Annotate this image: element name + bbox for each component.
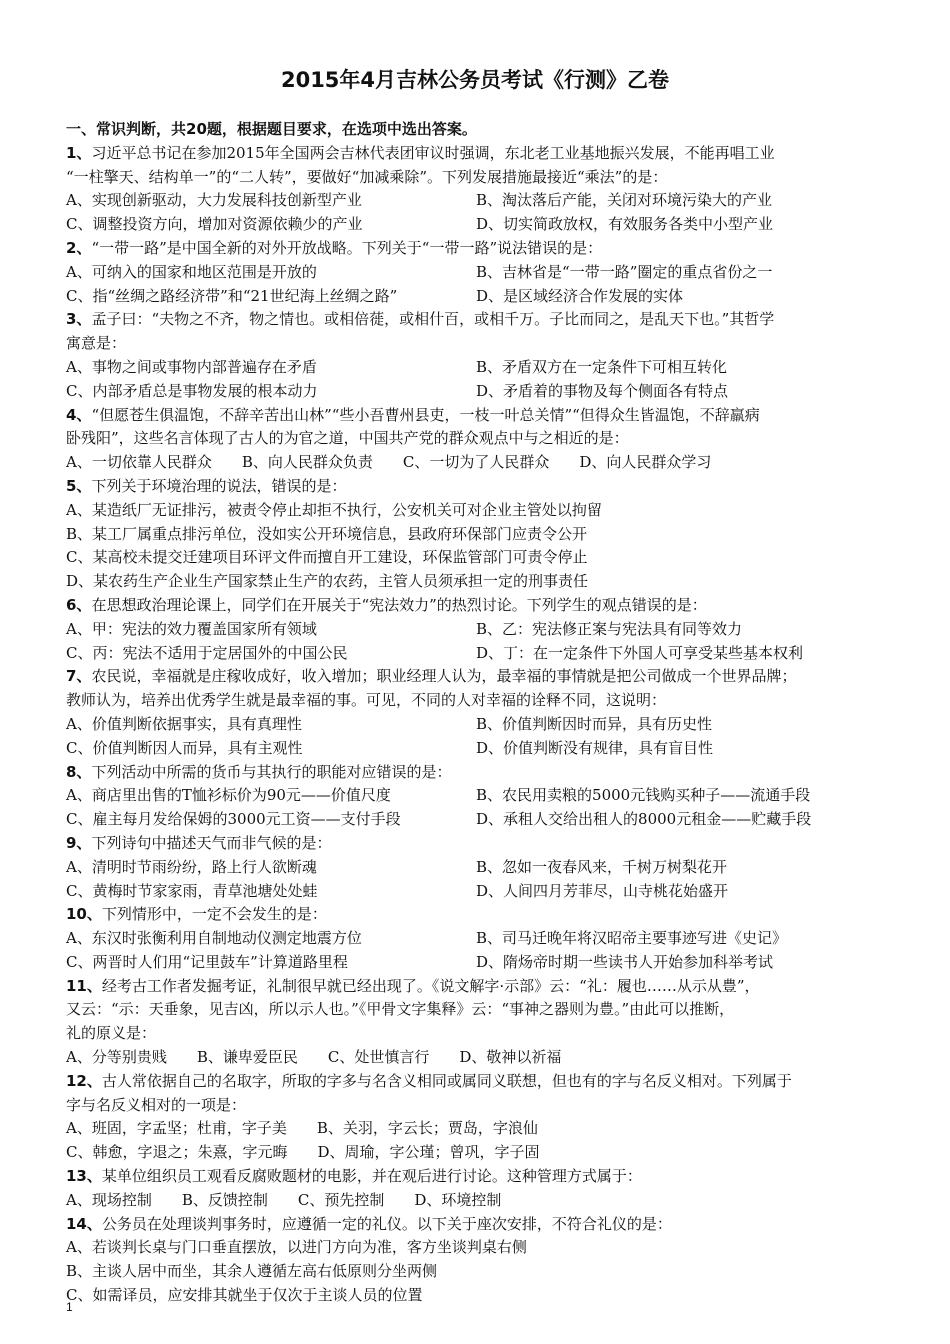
question-stem-line — [66, 761, 886, 785]
option: A、商店里出售的T恤衫标价为90元——价值尺度 — [66, 786, 391, 805]
question-9 — [66, 832, 886, 903]
option-row — [66, 1046, 886, 1070]
question-stem-line — [66, 142, 886, 166]
option: C、黄梅时节家家雨，青草池塘处处蛙 — [66, 881, 318, 900]
option-row — [66, 499, 886, 523]
option: B、某工厂属重点排污单位，没如实公开环境信息，县政府环保部门应责令公开 — [66, 524, 588, 543]
option-row — [66, 451, 886, 475]
option: C、处世慎言行 — [327, 1048, 430, 1067]
option-row — [66, 1117, 886, 1141]
question-13 — [66, 1165, 886, 1213]
option-row — [66, 570, 886, 594]
option-row — [66, 189, 886, 213]
option-row — [66, 784, 886, 808]
question-stem-line — [66, 404, 886, 428]
option: B、忽如一夜春风来，千树万树梨花开 — [476, 857, 728, 876]
question-stem-line — [66, 594, 886, 618]
question-stem-text: 下列情形中，一定不会发生的是： — [101, 905, 327, 924]
option-row — [66, 380, 886, 404]
question-stem-text: 卧残阳”，这些名言体现了古人的为官之道，中国共产党的群众观点中与之相近的是： — [66, 429, 629, 448]
option-row — [66, 1141, 886, 1165]
question-number: 12、 — [66, 1071, 102, 1090]
option: A、清明时节雨纷纷，路上行人欲断魂 — [66, 857, 317, 876]
page-title: 2015年4月吉林公务员考试《行测》乙卷 — [280, 68, 670, 92]
question-number: 11、 — [66, 976, 102, 995]
question-stem-line — [66, 689, 886, 713]
question-stem-text: “但愿苍生俱温饱，不辞辛苦出山林”“些小吾曹州县吏，一枝一叶总关情”“但得众生皆温饱，不辞羸病 — [91, 405, 760, 424]
option: A、某造纸厂无证排污，被责令停止却拒不执行，公安机关可对企业主管处以拘留 — [66, 500, 602, 519]
question-stem-text: 教师认为，培养出优秀学生就是最幸福的事。可见，不同的人对幸福的诠释不同，这说明： — [66, 691, 667, 710]
option: A、事物之间或事物内部普遍存在矛盾 — [66, 357, 317, 376]
option: D、人间四月芳菲尽，山寺桃花始盛开 — [476, 881, 729, 900]
question-number: 13、 — [66, 1167, 102, 1186]
option: D、价值判断没有规律，具有盲目性 — [476, 738, 714, 757]
option-row — [66, 808, 886, 832]
question-number: 3、 — [66, 310, 92, 329]
question-stem-line — [66, 237, 886, 261]
option: C、内部矛盾总是事物发展的根本动力 — [66, 381, 318, 400]
option: D、是区域经济合作发展的实体 — [476, 286, 684, 305]
option: A、价值判断依据事实，具有真理性 — [66, 714, 302, 733]
option-row — [66, 523, 886, 547]
option-row — [66, 713, 886, 737]
question-4 — [66, 404, 886, 475]
option: B、司马迁晚年将汉昭帝主要事迹写进《史记》 — [476, 929, 788, 948]
question-1 — [66, 142, 886, 237]
option: A、实现创新驱动，大力发展科技创新型产业 — [66, 191, 362, 210]
option: A、东汉时张衡利用自制地动仪测定地震方位 — [66, 929, 362, 948]
question-number: 1、 — [66, 143, 92, 162]
option: C、韩愈，字退之；朱熹，字元晦 — [66, 1143, 288, 1162]
question-number: 7、 — [66, 667, 92, 686]
option: A、现场控制 — [66, 1190, 152, 1209]
question-stem-line — [66, 1070, 886, 1094]
option: B、谦卑爱臣民 — [196, 1048, 298, 1067]
question-number: 14、 — [66, 1214, 102, 1233]
question-number: 4、 — [66, 405, 92, 424]
question-stem-line — [66, 832, 886, 856]
question-number: 8、 — [66, 762, 92, 781]
question-stem-text: 寓意是： — [66, 334, 127, 353]
option: C、指“丝绸之路经济带”和“21世纪海上丝绸之路” — [66, 286, 398, 305]
option: D、承租人交给出租人的8000元租金——贮藏手段 — [476, 810, 812, 829]
question-stem-text: 又云：“示：天垂象，见吉凶，所以示人也。”《甲骨文字集释》云：“事神之器则为豊。”由此可以推断， — [66, 1000, 735, 1019]
option: A、可纳入的国家和地区范围是开放的 — [66, 262, 317, 281]
question-number: 6、 — [66, 595, 92, 614]
question-stem-text: 下列活动中所需的货币与其执行的职能对应错误的是： — [91, 762, 452, 781]
option-row — [66, 856, 886, 880]
option: B、主谈人居中而坐，其余人遵循左高右低原则分坐两侧 — [66, 1262, 438, 1281]
question-stem-text: 字与名反义相对的一项是： — [66, 1095, 247, 1114]
option: A、一切依靠人民群众 — [66, 453, 212, 472]
option: D、周瑜，字公瑾；曾巩，字子固 — [317, 1143, 540, 1162]
option-row — [66, 1284, 886, 1308]
question-stem-line — [66, 1022, 886, 1046]
option: C、两晋时人们用“记里鼓车”计算道路里程 — [66, 952, 348, 971]
question-number: 2、 — [66, 238, 92, 257]
option-row — [66, 546, 886, 570]
question-stem-line — [66, 665, 886, 689]
option: C、丙：宪法不适用于定居国外的中国公民 — [66, 643, 348, 662]
question-stem-text: 下列关于环境治理的说法，错误的是： — [91, 476, 347, 495]
question-6 — [66, 594, 886, 665]
question-stem-line — [66, 166, 886, 190]
option-row — [66, 951, 886, 975]
option: D、敬神以祈福 — [459, 1048, 562, 1067]
option-row — [66, 618, 886, 642]
question-stem-text: 在思想政治理论课上，同学们在开展关于“宪法效力”的热烈讨论。下列学生的观点错误的是： — [91, 595, 707, 614]
question-stem-line — [66, 332, 886, 356]
option: A、甲：宪法的效力覆盖国家所有领域 — [66, 619, 317, 638]
question-stem-line — [66, 1094, 886, 1118]
question-stem-line — [66, 1213, 886, 1237]
question-number: 9、 — [66, 833, 92, 852]
option: A、分等别贵贱 — [66, 1048, 167, 1067]
question-stem-text: 经考古工作者发掘考证，礼制很早就已经出现了。《说文解字·示部》云：“礼：履也……从示从豊”， — [101, 976, 760, 995]
question-stem-text: “一带一路”是中国全新的对外开放战略。下列关于“一带一路”说法错误的是： — [91, 238, 603, 257]
option: B、农民用卖粮的5000元钱购买种子——流通手段 — [476, 786, 811, 805]
option: C、如需译员，应安排其就坐于仅次于主谈人员的位置 — [66, 1286, 423, 1305]
question-2 — [66, 237, 886, 308]
question-stem-line — [66, 475, 886, 499]
option-row — [66, 642, 886, 666]
option-row — [66, 356, 886, 380]
option: D、切实简政放权，有效服务各类中小型产业 — [476, 215, 774, 234]
option: C、一切为了人民群众 — [402, 453, 550, 472]
question-8 — [66, 761, 886, 832]
question-stem-line — [66, 998, 886, 1022]
question-10 — [66, 903, 886, 974]
option: C、某高校未提交迁建项目环评文件而擅自开工建设，环保监管部门可责令停止 — [66, 548, 588, 567]
option: B、反馈控制 — [181, 1190, 268, 1209]
option: B、吉林省是“一带一路”圈定的重点省份之一 — [476, 262, 773, 281]
option: D、矛盾着的事物及每个侧面各有特点 — [476, 381, 729, 400]
option: B、向人民群众负责 — [241, 453, 373, 472]
question-11 — [66, 975, 886, 1070]
option-row — [66, 1260, 886, 1284]
option: A、班固，字孟坚；杜甫，字子美 — [66, 1119, 287, 1138]
question-stem-text: 公务员在处理谈判事务时，应遵循一定的礼仪。以下关于座次安排，不符合礼仪的是： — [101, 1214, 672, 1233]
option: B、乙：宪法修正案与宪法具有同等效力 — [476, 619, 743, 638]
option: B、矛盾双方在一定条件下可相互转化 — [476, 357, 728, 376]
question-stem-line — [66, 1165, 886, 1189]
question-12 — [66, 1070, 886, 1165]
option: C、预先控制 — [297, 1190, 385, 1209]
question-stem-line — [66, 975, 886, 999]
option: C、调整投资方向，增加对资源依赖少的产业 — [66, 215, 363, 234]
question-5 — [66, 475, 886, 594]
option-row — [66, 213, 886, 237]
question-stem-text: 农民说，幸福就是庄稼收成好，收入增加；职业经理人认为，最幸福的事情就是把公司做成一个世界品牌； — [91, 667, 797, 686]
question-stem-text: 礼的原义是： — [66, 1024, 157, 1043]
question-stem-line — [66, 903, 886, 927]
question-number: 5、 — [66, 476, 92, 495]
option: D、丁：在一定条件下外国人可享受某些基本权利 — [476, 643, 804, 662]
option: D、某农药生产企业生产国家禁止生产的农药，主管人员须承担一定的刑事责任 — [66, 572, 589, 591]
option-row — [66, 737, 886, 761]
exam-content — [66, 118, 886, 1308]
option-row — [66, 1236, 886, 1260]
option-row — [66, 285, 886, 309]
page-number: 1 — [66, 1300, 73, 1314]
option: D、隋炀帝时期一些读书人开始参加科举考试 — [476, 952, 774, 971]
option: D、向人民群众学习 — [579, 453, 712, 472]
question-stem-text: 下列诗句中描述天气而非气候的是： — [91, 833, 332, 852]
question-stem-text: 习近平总书记在参加2015年全国两会吉林代表团审议时强调，东北老工业基地振兴发展，不能再唱工业 — [91, 143, 775, 162]
question-number: 10、 — [66, 905, 102, 924]
question-14 — [66, 1213, 886, 1308]
question-stem-text: “一柱擎天、结构单一”的“二人转”，要做好“加减乘除”。下列发展措施最接近“乘法”的是： — [66, 167, 668, 186]
option-row — [66, 261, 886, 285]
question-stem-text: 某单位组织员工观看反腐败题材的电影，并在观后进行讨论。这种管理方式属于： — [101, 1167, 642, 1186]
option: B、关羽，字云长；贾岛，字浪仙 — [316, 1119, 538, 1138]
option-row — [66, 927, 886, 951]
question-stem-line — [66, 308, 886, 332]
option: B、淘汰落后产能，关闭对环境污染大的产业 — [476, 191, 773, 210]
option: C、价值判断因人而异，具有主观性 — [66, 738, 303, 757]
question-stem-line — [66, 427, 886, 451]
question-7 — [66, 665, 886, 760]
question-stem-text: 孟子曰：“夫物之不齐，物之情也。或相倍蓰，或相什百，或相千万。子比而同之，是乱天下也。”其哲学 — [91, 310, 775, 329]
option: D、环境控制 — [414, 1190, 502, 1209]
option: A、若谈判长桌与门口垂直摆放，以进门方向为准，客方坐谈判桌右侧 — [66, 1238, 527, 1257]
option: C、雇主每月发给保姆的3000元工资——支付手段 — [66, 810, 401, 829]
option-row — [66, 880, 886, 904]
question-stem-text: 古人常依据自己的名取字，所取的字多与名含义相同或属同义联想，但也有的字与名反义相对。下列属于 — [101, 1071, 792, 1090]
option-row — [66, 1189, 886, 1213]
section-heading: 一、常识判断，共20题，根据题目要求，在选项中选出答案。 — [66, 120, 477, 138]
option: B、价值判断因时而异，具有历史性 — [476, 714, 713, 733]
question-3 — [66, 308, 886, 403]
